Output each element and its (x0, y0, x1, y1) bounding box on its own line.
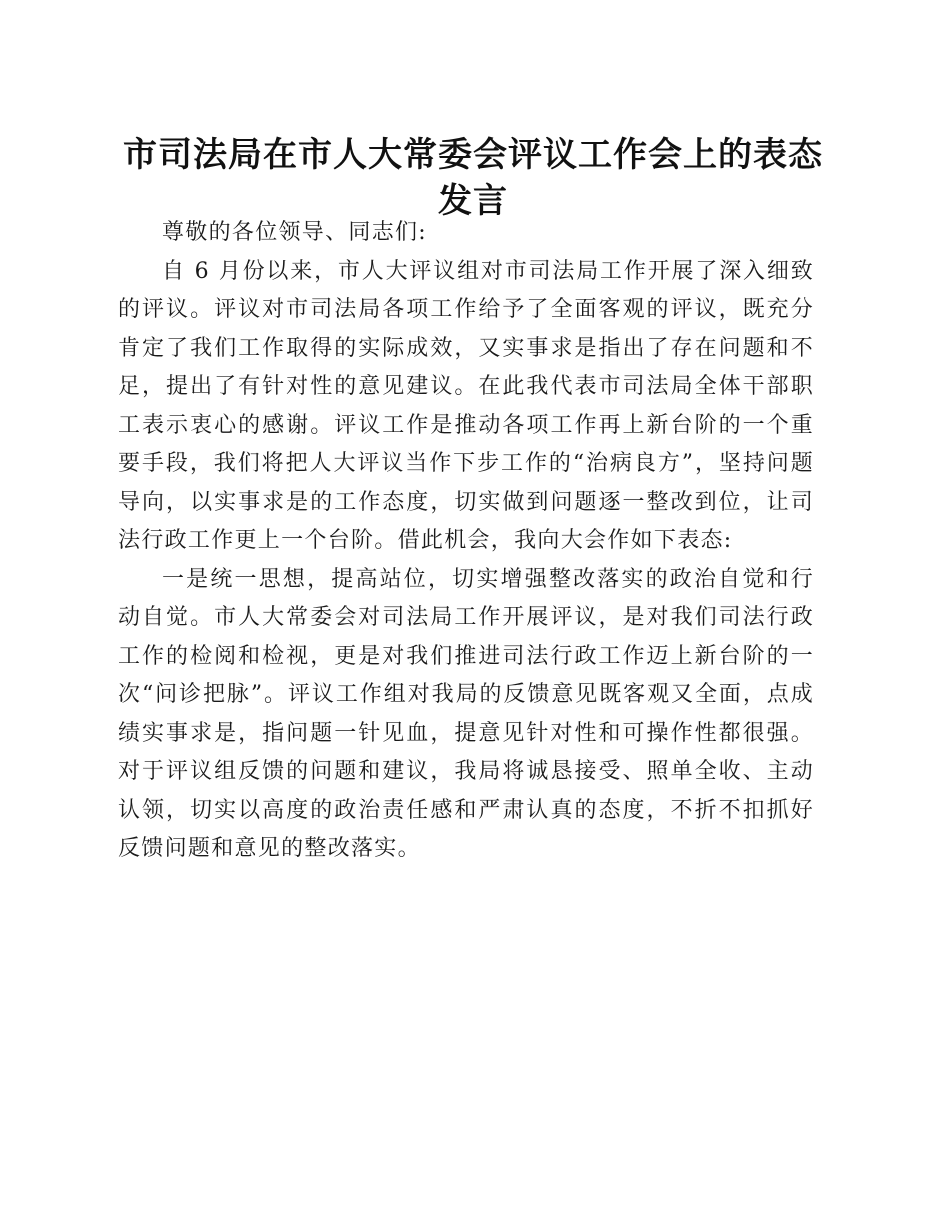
intro-paragraph: 自 6 月份以来，市人大评议组对市司法局工作开展了深入细致的评议。评议对市司法局各项工作给予了全面客观的评议，既充分肯定了我们工作取得的实际成效，又实事求是指出了存在问题和不足，提出了有针对性的意见建议。在此我代表市司法局全体干部职工表示衷心的感谢。评议工作是推动各项工作再上新台阶的一个重要手段，我们将把人大评议当作下步工作的“治病良方”，坚持问题导向，以实事求是的工作态度，切实做到问题逐一整改到位，让司法行政工作更上一个台阶。借此机会，我向大会作如下表态: (118, 258, 814, 553)
greeting-paragraph: 尊敬的各位领导、同志们: (162, 220, 428, 245)
point-one-paragraph: 一是统一思想，提高站位，切实增强整改落实的政治自觉和行动自觉。市人大常委会对司法局工作开展评议，是对我们司法行政工作的检阅和检视，更是对我们推进司法行政工作迈上新台阶的一次“问诊把脉”。评议工作组对我局的反馈意见既客观又全面，点成绩实事求是，指问题一针见血，提意见针对性和可操作性都很强。对于评议组反馈的问题和建议，我局将诚恳接受、照单全收、主动认领，切实以高度的政治责任感和严肃认真的态度，不折不扣抓好反馈问题和意见的整改落实。 (118, 566, 814, 861)
document-title: 市司法局在市人大常委会评议工作会上的表态发言 (123, 135, 823, 221)
document-body (118, 214, 814, 869)
